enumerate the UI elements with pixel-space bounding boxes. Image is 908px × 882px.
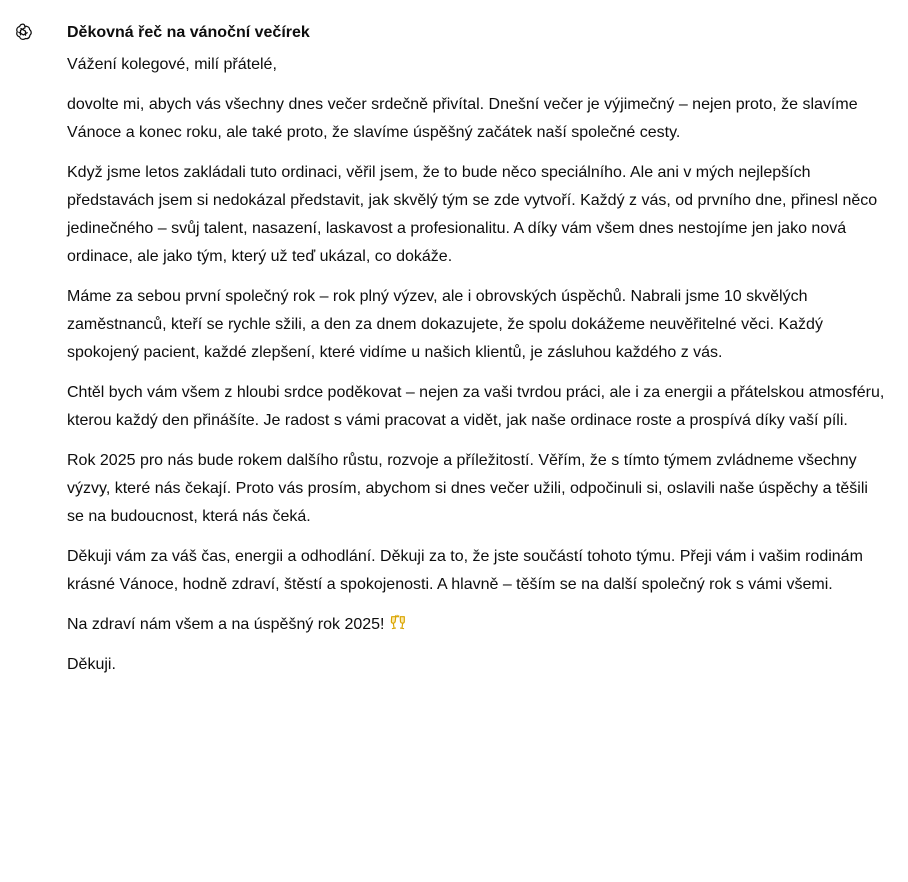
message-title: Děkovná řeč na vánoční večírek xyxy=(67,24,310,41)
toast-line xyxy=(67,611,887,639)
paragraph-5: Rok 2025 pro nás bude rokem dalšího růstu, rozvoje a příležitostí. Věřím, že s tímto týmem zvládneme všechny výzvy, které nás čekají. Proto vás prosím, abychom si dnes večer užili, odpočinuli si, oslavili naše úspěchy a těšili se na budoucnost, která nás čeká. xyxy=(67,452,868,525)
paragraph-3: Máme za sebou první společný rok – rok plný výzev, ale i obrovských úspěchů. Nabrali jsme 10 skvělých zaměstnanců, kteří se rychle sžili, a den za dnem dokazujete, že spolu dokážeme neuvěřitelné věci. Každý spokojený pacient, každé zlepšení, které vidíme u našich klientů, je zásluhou každého z vás. xyxy=(67,288,823,361)
paragraph-4: Chtěl bych vám všem z hloubi srdce poděkovat – nejen za vaši tvrdou práci, ale i za energii a přátelskou atmosféru, kterou každý den přinášíte. Je radost s vámi pracovat a vidět, jak naše ordinace roste a prospívá díky vaší píli. xyxy=(67,384,885,429)
closing: Děkuji. xyxy=(67,656,116,673)
paragraph-6: Děkuji vám za váš čas, energii a odhodlání. Děkuji za to, že jste součástí tohoto týmu. Přeji vám i vašim rodinám krásné Vánoce, hodně zdraví, štěstí a spokojenosti. A hlavně – těším se na další společný rok s vámi všemi. xyxy=(67,548,863,593)
toast-text: Na zdraví nám všem a na úspěšný rok 2025! xyxy=(67,616,385,633)
openai-logo-icon xyxy=(11,20,35,44)
greeting: Vážení kolegové, milí přátelé, xyxy=(67,56,277,73)
paragraph-2: Když jsme letos zakládali tuto ordinaci, věřil jsem, že to bude něco speciálního. Ale ani v mých nejlepších představách jsem si nedokázal představit, jak skvělý tým se zde vytvoří. Každý z vás, od prvního dne, přinesl něco jedinečného – svůj talent, nasazení, laskavost a profesionalitu. A díky vám všem dnes nestojíme jen jako nová ordinace, ale jako tým, který už teď ukázal, co dokáže. xyxy=(67,164,878,265)
paragraph-1: dovolte mi, abych vás všechny dnes večer srdečně přivítal. Dnešní večer je výjimečný – nejen proto, že slavíme Vánoce a konec roku, ale také proto, že slavíme úspěšný začátek naší společné cesty. xyxy=(67,96,858,141)
clinking-glasses-icon xyxy=(389,614,407,632)
message-content xyxy=(67,21,887,691)
